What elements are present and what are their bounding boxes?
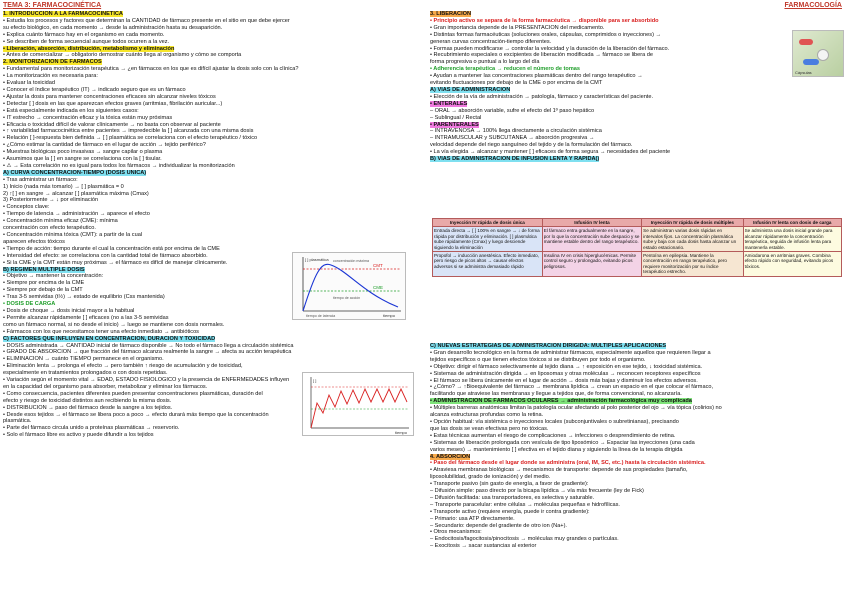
note-line xyxy=(430,523,845,530)
note-text: • Formas pueden modificarse → controlar la velocidad y la duración de la liberación del fármaco. xyxy=(430,45,670,52)
note-text: • Eficacia o toxicidad difícil de valorar clínicamente → no basta con observar al paciente xyxy=(3,121,221,128)
note-text: • Atraviesa membranas biológicas → mecanismos de transporte: depende de sus propiedades (tamaño, xyxy=(430,467,688,474)
note-text: • Adherencia terapéutica → reducen el número de tomas xyxy=(430,66,581,73)
note-text: ‒ ORAL → absorción variable, sufre el efecto del 1º paso hepático xyxy=(430,107,595,114)
note-text: • Tras 3-5 semividas (t½) → estado de equilibrio (Css mantenida) xyxy=(3,294,165,301)
note-line xyxy=(430,405,845,412)
note-text: • Elección de la vía de administración → patología, fármaco y características del paciente. xyxy=(430,93,654,100)
note-text: • La monitorización es necesaria para: xyxy=(3,73,98,80)
table-cell: Propofol → inducción anestésica. Efecto inmediato, pero riesgo de picos altos → causar efectos adversos si se administra demasiado rápido xyxy=(433,252,543,277)
note-line xyxy=(430,460,845,467)
note-line xyxy=(3,156,418,163)
note-line xyxy=(3,191,418,198)
note-text: • Fármacos con los que necesitamos tener una efecto inmediato → antibióticos xyxy=(3,328,199,335)
dosage-forms-image xyxy=(792,30,844,77)
note-line xyxy=(3,184,418,191)
note-line xyxy=(3,115,418,122)
note-text: • Variación según el momento vital → EDAD, ESTADO FISIOLÓGICO y la presencia de ENFERMEDADES influyen xyxy=(3,377,290,384)
note-text: • Estudia los procesos y factores que determinan la CANTIDAD de fármaco presente en el sitio en que debe ejercer xyxy=(3,17,290,24)
note-text: • Como consecuencia, pacientes diferentes pueden presentar concentraciones plasmáticas, duración del xyxy=(3,390,263,397)
note-text: • Sistemas de administración dirigida → en liposomas y otras moléculas → reconocen receptores específicos xyxy=(430,370,701,377)
note-line xyxy=(430,467,845,474)
note-text: ‒ Exocitosis → sacar sustancias al exterior xyxy=(430,543,537,550)
note-text: especialmente en tratamientos prolongados o con dosis repetidas. xyxy=(3,370,168,377)
note-text: B) RÉGIMEN MÚLTIPLE DOSIS xyxy=(3,266,85,273)
note-text: • Está especialmente indicada en los siguientes casos: xyxy=(3,107,139,114)
note-text: 2) ↑[ ] en sangre → alcanzar [ ] plasmática máxima (Cmax) xyxy=(3,190,149,197)
note-text: • Recubrimiento especiales o excipientes de liberación modificada → fármaco se libera de xyxy=(430,52,654,59)
note-line xyxy=(430,66,845,73)
note-text: • Transporte activo (requiere energía, puede ir contra gradiente): xyxy=(430,508,590,515)
note-line xyxy=(430,412,845,419)
note-text: • Desde esos tejidos → el fármaco se libera poco a poco → efecto durará más tiempo que la concentración xyxy=(3,411,269,418)
note-line xyxy=(3,232,418,239)
note-line xyxy=(430,398,845,405)
note-line xyxy=(430,122,845,129)
cme-label: CME xyxy=(373,285,383,290)
note-text: ‒ Secundario: depende del gradiente de otro ion (Na+). xyxy=(430,522,567,529)
note-line xyxy=(3,170,418,177)
note-line xyxy=(430,502,845,509)
note-text: • Conceptos clave: xyxy=(3,204,50,211)
note-text: varios meses) → mantenimiento [ ] efectiva en el tejido diana y siguiendo la línea de la terapia dirigida xyxy=(430,446,683,453)
note-text: • Se describen de forma secuencial aunque todos ocurren a la vez. xyxy=(3,38,170,45)
note-line xyxy=(3,177,418,184)
note-line xyxy=(430,87,845,94)
note-text: • ¿Cómo? → ↑Bioequivalente del fármaco → membrana lipídica → crean un espacio en el que colocar el fármaco, xyxy=(430,384,714,391)
note-text: • Concentración mínima tóxica (CMT): a partir de la cual xyxy=(3,232,143,238)
note-line xyxy=(3,322,418,329)
note-line xyxy=(3,122,418,129)
note-text: ‒ Difusión simple: paso directo por la bicapa lipídica → vía más frecuente (ley de Fick) xyxy=(430,488,644,495)
note-line xyxy=(430,101,845,108)
note-line xyxy=(3,66,418,73)
note-text: • Sistemas de liberación prolongada con vesícula de tipo liposómico → Espaciar las inyecciones (una cada xyxy=(430,439,695,446)
note-line xyxy=(3,39,418,46)
note-text: • IT estrecho → concentración eficaz y la tóxica están muy próximas xyxy=(3,114,173,121)
note-text: 3) Posteriormente → ↓ por eliminación xyxy=(3,197,99,204)
note-text: • Concentración mínima eficaz (CME): mínima xyxy=(3,218,118,225)
note-text: concentración con efecto terapéutico. xyxy=(3,225,96,232)
note-text: • Explica cuánto fármaco hay en el organismo en cada momento. xyxy=(3,31,165,38)
note-text: • GRADO DE ABSORCIÓN → que fracción del fármaco alcanza realmente la sangre → afecta su acción terapéutica xyxy=(3,349,292,356)
table-cell: Se administran varias dosis rápidas en intervalos fijos. La concentración plasmática sube y baja con cada dosis hasta alcanzar un estado estacionario. xyxy=(642,227,743,252)
note-line xyxy=(3,108,418,115)
cmax-label: concentración máxima xyxy=(333,259,369,263)
note-text: • Objetivo: dirigir el fármaco selectivamente al tejido diana → ↑ exposición en ese tejido, ↓ toxicidad sistémica. xyxy=(430,363,703,370)
note-line xyxy=(430,378,845,385)
table-row xyxy=(433,252,842,277)
note-text: • Objetivo → mantener la concentración: xyxy=(3,273,104,280)
y-axis-label-2: [ ] xyxy=(313,378,317,383)
note-line xyxy=(430,357,845,364)
right-column xyxy=(430,11,845,163)
note-line xyxy=(3,101,418,108)
note-text: • DOSIS administrada → CANTIDAD inicial de fármaco disponible → No todo el fármaco llega a circulación sistémica xyxy=(3,342,294,349)
note-text: • Conocer el índice terapéutico (IT) → indicado seguro que es un fármaco xyxy=(3,86,186,93)
note-text: • DOSIS DE CARGA xyxy=(3,301,56,308)
note-text: ‒ Primario: usa ATP directamente. xyxy=(430,515,515,522)
note-line xyxy=(430,529,845,536)
note-line xyxy=(3,356,418,363)
note-text: • Antes de comercializar → obligatorio demostrar cuánto llega al organismo y cómo se comporta xyxy=(3,52,242,59)
note-line xyxy=(430,495,845,502)
x-axis-label: tiempo xyxy=(383,313,396,318)
note-text: ‒ Endocitosis/fagocitosis/pinocitosis → moléculas muy grandes o partículas. xyxy=(430,536,619,543)
capsule-icon xyxy=(799,39,813,45)
note-line xyxy=(3,11,418,18)
y-axis-label: [ ] plasmática xyxy=(305,257,329,262)
note-text: su efecto biológico, en cada momento → desde la administración hasta su desaparición. xyxy=(3,24,223,31)
note-text: • Muestras biológicas poco invasivas → sangre capilar o plasma xyxy=(3,149,163,156)
note-text: • Si la CME y la CMT están muy próximas → el fármaco es difícil de manejar clínicamente. xyxy=(3,259,228,266)
note-text: A) CURVA CONCENTRACIÓN-TIEMPO (DOSIS ÚNICA) xyxy=(3,169,147,176)
note-text: • ADMINISTRACIÓN DE FÁRMACOS OCULARES → administración farmacológica muy complicada xyxy=(430,398,692,405)
note-line xyxy=(3,163,418,170)
note-text: • Siempre por encima de la CME xyxy=(3,280,85,287)
note-text: aparecen efectos tóxicos xyxy=(3,238,65,245)
table-cell: Pentoína en epilepsia. Mantiene la concentración en rango terapéutico, pero requiere monitorización por su índice terapéutico estrecho. xyxy=(642,252,743,277)
note-line xyxy=(430,59,845,66)
note-text: alcanza estructuras profundas como la retina. xyxy=(430,412,544,419)
table-header: Inyección IV rápida de dosis única xyxy=(433,219,543,227)
note-line xyxy=(430,156,845,163)
note-text: velocidad depende del riego sanguíneo del tejido y de la formulación del fármaco. xyxy=(430,142,633,149)
note-text: • Opción habitual: vía sistémica o inyecciones locales (subconjuntivales o subretinianas), precisando xyxy=(430,418,679,425)
note-text: B) VÍAS DE ADMINISTRACIÓN DE INFUSIÓN LENTA Y RÁPIDA() xyxy=(430,156,600,163)
note-line xyxy=(3,32,418,39)
note-text: • Ajustar la dosis para mantener concentraciones eficaces sin alcanzar niveles tóxicos xyxy=(3,93,216,100)
note-text: • Distintas formas farmacéuticas (soluciones orales, cápsulas, comprimidos o inyecciones) → xyxy=(430,31,662,38)
note-text: • Asumimos que la [ ] en sangre se correlaciona con la [ ] tisular. xyxy=(3,156,162,163)
note-text: • Transporte pasivo (sin gasto de energía, a favor de gradiente): xyxy=(430,481,589,488)
note-line xyxy=(430,25,845,32)
note-text: • DISTRIBUCIÓN → paso del fármaco desde la sangre a los tejidos. xyxy=(3,404,173,411)
note-text: generan curvas concentración-tiempo diferentes. xyxy=(430,38,552,45)
note-text: C) NUEVAS ESTRATEGIAS DE ADMINISTRACIÓN DIRIGIDA: MÚLTIPLES APLICACIONES xyxy=(430,343,667,349)
table-cell: El fármaco entra gradualmente en la sangre, por lo que la concentración sube despacio y se mantiene estable dentro del rango terapéutico. xyxy=(542,227,641,252)
note-text: • Otros mecanismos: xyxy=(430,529,482,536)
note-line xyxy=(3,128,418,135)
note-text: • Parte del fármaco circula unido a proteínas plasmáticas → reservorio. xyxy=(3,425,180,432)
note-text: • Detectar [ ] dosis en las que aparezcan efectos graves (arritmias, fibrilación auricular...) xyxy=(3,100,223,107)
table-header-row xyxy=(433,219,842,227)
note-line xyxy=(430,474,845,481)
note-text: • Eliminación lenta → prolonga el efecto → pero también ↑ riesgo de acumulación y de toxicidad, xyxy=(3,363,243,370)
note-line xyxy=(3,239,418,246)
x-axis-label-2: tiempo xyxy=(395,430,408,435)
note-line xyxy=(430,343,845,350)
table-header: Inyección IV rápida de dosis múltiples xyxy=(642,219,743,227)
cmt-label: CMT xyxy=(373,263,383,268)
right-column-lower xyxy=(430,343,845,550)
note-line xyxy=(430,536,845,543)
note-text: • Tiempo de acción: tiempo durante el cual la concentración está por encima de la CME xyxy=(3,245,220,252)
note-line xyxy=(3,349,418,356)
capsule-blue-icon xyxy=(803,59,819,65)
multiple-dose-curve-figure xyxy=(302,372,414,436)
note-line xyxy=(430,18,845,25)
note-text: • ⚠ → Esta correlación no es igual para todos los fármacos → individualizar la monitorización xyxy=(3,162,235,169)
note-text: • Permite alcanzar rápidamente [ ] eficaces (no a las 3-5 semividas xyxy=(3,314,169,321)
iv-administration-table xyxy=(432,218,842,277)
note-text: ‒ Transporte paracelular: entre células → moléculas pequeñas e hidrofílicas. xyxy=(430,501,620,508)
note-line xyxy=(3,204,418,211)
note-text: 3. LIBERACIÓN xyxy=(430,11,472,17)
note-text: • PARENTERALES xyxy=(430,121,479,128)
note-text: efecto y riesgo de toxicidad distintos aun recibiendo la misma dosis. xyxy=(3,397,172,404)
note-line xyxy=(3,87,418,94)
note-text: • Principio activo se separa de la forma farmacéutica → disponible para ser absorbido xyxy=(430,17,659,24)
note-text: tejidos específicos o que tienen efectos tóxicos si se distribuyen por todo el organismo. xyxy=(430,356,646,363)
topic-header: TEMA 3: FARMACOCINÉTICA xyxy=(3,2,102,9)
note-line xyxy=(3,80,418,87)
note-line xyxy=(3,329,418,336)
note-line xyxy=(430,543,845,550)
tablet-icon xyxy=(817,49,829,61)
note-text: liposolubilidad, grado de ionización) y del medio. xyxy=(430,474,551,481)
note-text: • Paso del fármaco desde el lugar donde se administra (oral, IM, SC, etc.) hasta la circulación sistémica. xyxy=(430,460,706,467)
note-line xyxy=(3,363,418,370)
note-text: • Gran desarrollo tecnológico en la forma de administrar fármacos, especialmente aquellos que requieren llegar a xyxy=(430,349,711,356)
note-line xyxy=(430,419,845,426)
note-line xyxy=(3,225,418,232)
note-line xyxy=(430,142,845,149)
note-text: 1. INTRODUCCIÓN A LA FARMACOCINÉTICA xyxy=(3,11,123,17)
note-line xyxy=(430,108,845,115)
note-text: plasmática. xyxy=(3,418,32,425)
note-line xyxy=(3,25,418,32)
note-line xyxy=(430,115,845,122)
note-line xyxy=(3,46,418,53)
note-line xyxy=(430,128,845,135)
table-cell: Insulina IV en crisis hiperglucémicas. Permite control seguro y prolongado, evitando picos peligrosos. xyxy=(542,252,641,277)
note-line xyxy=(430,149,845,156)
note-text: en la capacidad del organismo para absorber, metabolizar y eliminar los fármacos. xyxy=(3,383,208,390)
note-text: • Ayudan a mantener las concentraciones plasmáticas dentro del rango terapéutico → xyxy=(430,73,643,80)
note-text: como un fármaco normal, si no desde el inicio) → luego se mantiene con dosis normales. xyxy=(3,321,225,328)
note-line xyxy=(3,135,418,142)
note-text: forma progresiva o puntual a lo largo del día xyxy=(430,59,540,66)
table-cell: Se administra una dosis inicial grande para alcanzar rápidamente la concentración terapéutica, seguida de infusión lenta para mantenerla estable. xyxy=(743,227,841,252)
table-header: Infusión IV lenta con dosis de carga xyxy=(743,219,841,227)
note-line xyxy=(430,488,845,495)
note-line xyxy=(430,426,845,433)
note-line xyxy=(3,142,418,149)
note-text: que las dosis se vean efectivas pero no tóxicas. xyxy=(430,425,549,432)
note-line xyxy=(430,94,845,101)
note-text: • ELIMINACIÓN → cuánto TIEMPO permanece en el organismo. xyxy=(3,356,164,363)
note-text: • Fundamental para monitorización terapéutica → ¿en fármacos en los que es difícil ajustar la dosis solo con la clínica? xyxy=(3,66,299,73)
note-line xyxy=(3,211,418,218)
note-text: • Múltiples barreras anatómicas limitan la patología ocular afectando al polo posterior del ojo → vía tópica (colirios) no xyxy=(430,405,722,412)
note-line xyxy=(430,454,845,461)
table-row xyxy=(433,227,842,252)
note-line xyxy=(430,11,845,18)
note-text: • La vía elegida → alcanzar y mantener [ ] eficaces de forma segura → necesidades del paciente xyxy=(430,149,671,156)
note-text: C) FACTORES QUE INFLUYEN EN CONCENTRACIÓN, DURACIÓN Y TOXICIDAD xyxy=(3,335,216,342)
subject-header: FARMACOLOGÍA xyxy=(784,2,842,9)
note-text: • Intensidad del efecto: se correlaciona con la cantidad total de fármaco absorbido. xyxy=(3,252,208,259)
note-line xyxy=(430,440,845,447)
latency-label: tiempo de latencia xyxy=(306,314,336,318)
note-text: • Liberación, absorción, distribución, metabolismo y eliminación xyxy=(3,45,175,52)
table-cell: Amiodarona en arritmias graves. Combina efecto rápido con seguridad, evitando picos tóxicos. xyxy=(743,252,841,277)
note-text: ‒ Difusión facilitada: usa transportadores, es selectiva y saturable. xyxy=(430,494,595,501)
action-time-label: tiempo de acción xyxy=(333,296,361,300)
note-line xyxy=(3,73,418,80)
note-line xyxy=(3,149,418,156)
single-dose-curve-figure xyxy=(292,252,406,320)
note-line xyxy=(430,384,845,391)
note-line xyxy=(430,73,845,80)
note-line xyxy=(430,32,845,39)
note-text: • ENTERALES xyxy=(430,100,468,107)
note-text: • Tras administrar un fármaco: xyxy=(3,176,78,183)
note-text: 1) Inicio (nada más tomarlo) → [ ] plasmática = 0 xyxy=(3,183,124,190)
note-text: ‒ INTRAVENOSA → 100% llega directamente a circulación sistémica xyxy=(430,128,602,135)
note-text: • Estas técnicas aumentan el riesgo de complicaciones → infecciones o desprendimiento de retina. xyxy=(430,432,676,439)
note-line xyxy=(430,391,845,398)
note-text: • Relación [ ]-respuesta bien definida → [ ] plasmática se correlaciona con el efecto terapéutico / tóxico xyxy=(3,135,258,142)
note-line xyxy=(3,343,418,350)
note-line xyxy=(3,197,418,204)
note-line xyxy=(430,447,845,454)
note-text: A) VÍAS DE ADMINISTRACIÓN xyxy=(430,86,511,93)
note-line xyxy=(3,218,418,225)
note-line xyxy=(430,350,845,357)
note-line xyxy=(430,80,845,87)
note-line xyxy=(430,46,845,53)
note-text: ‒ INTRAMUSCULAR y SUBCUTÁNEA → absorción progresiva → xyxy=(430,135,595,142)
table-cell: Entrada directa → [ ] 100% en sangre → ↓ de forma rápida por distribución y eliminación. [ ] plasmática sube rápidamente (Cmax) y luego desciende siguiendo la eliminación xyxy=(433,227,543,252)
note-text: • ↑ variabilidad farmacocinética entre pacientes → impredecible la [ ] alcanzada con una misma dosis xyxy=(3,128,254,135)
note-text: ‒ Sublingual / Rectal xyxy=(430,114,482,121)
note-text: 2. MONITORIZACIÓN DE FÁRMACOS xyxy=(3,59,102,66)
note-text: • El fármaco se libera únicamente en el lugar de acción → dosis más bajas y disminuir los efectos adversos. xyxy=(430,377,698,384)
table-header: Infusión IV lenta xyxy=(542,219,641,227)
note-line xyxy=(3,94,418,101)
note-text: • Siempre por debajo de la CMT xyxy=(3,287,83,294)
photo-label: Cápsulas xyxy=(795,70,812,75)
note-line xyxy=(3,336,418,343)
note-line xyxy=(430,39,845,46)
note-line xyxy=(430,433,845,440)
note-line xyxy=(430,516,845,523)
note-line xyxy=(3,59,418,66)
note-line xyxy=(3,18,418,25)
note-line xyxy=(3,52,418,59)
note-text: • Gran importancia depende de la PRESENTACIÓN del medicamento. xyxy=(430,24,605,31)
note-text: • Dosis de choque → dosis inicial mayor a la habitual xyxy=(3,307,135,314)
note-line xyxy=(430,135,845,142)
note-text: evitando fluctuaciones por debajo de la CME o por encima de la CMT xyxy=(430,80,603,87)
note-text: • Tiempo de latencia → administración → aparece el efecto xyxy=(3,211,150,218)
note-line xyxy=(430,481,845,488)
note-line xyxy=(430,52,845,59)
note-line xyxy=(430,364,845,371)
note-text: • Solo el fármaco libre es activo y puede difundir a los tejidos xyxy=(3,432,154,439)
note-text: facilitando que atraviese las membranas y llegue a tejidos que, de forma convencional, no alcanzaría. xyxy=(430,391,682,398)
note-line xyxy=(430,509,845,516)
note-text: 4. ABSORCIÓN xyxy=(430,453,471,460)
note-text: • ¿Cómo estimar la cantidad de fármaco en el lugar de acción → tejido periférico? xyxy=(3,142,206,149)
note-text: • Evaluar la toxicidad xyxy=(3,80,56,87)
concentration-curve xyxy=(303,264,398,311)
note-line xyxy=(430,371,845,378)
